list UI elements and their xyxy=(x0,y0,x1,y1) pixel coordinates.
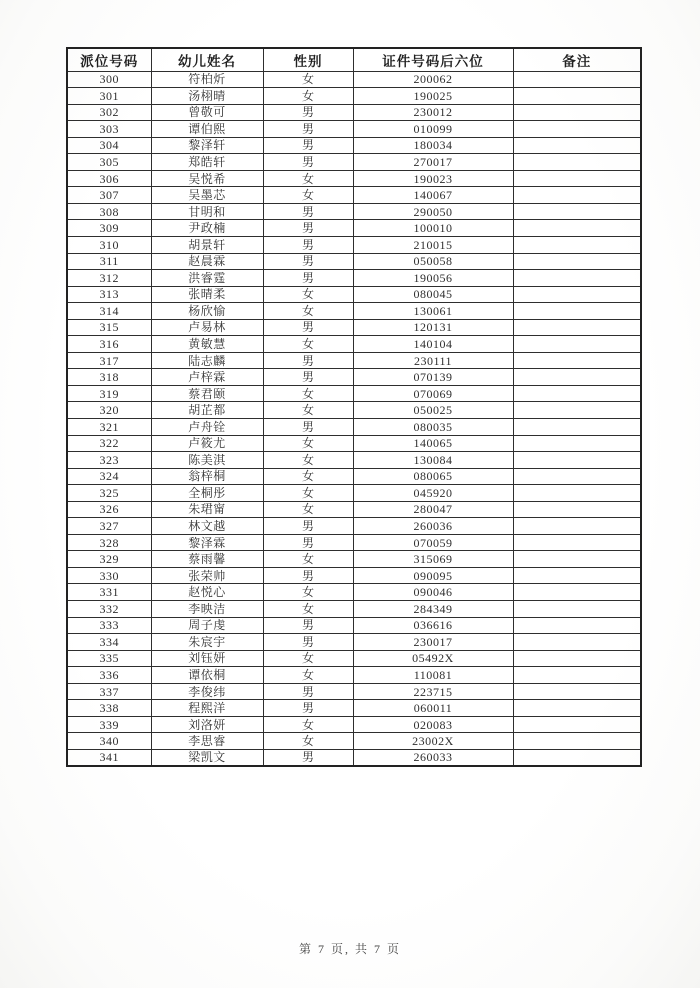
cell-name: 卢舟铨 xyxy=(151,418,263,435)
cell-name: 黎泽霖 xyxy=(151,534,263,551)
cell-remark xyxy=(513,452,641,469)
table-row xyxy=(67,88,641,105)
cell-name: 全桐彤 xyxy=(151,485,263,502)
cell-name: 曾敬可 xyxy=(151,104,263,121)
cell-remark xyxy=(513,203,641,220)
cell-name: 胡景轩 xyxy=(151,236,263,253)
table-row xyxy=(67,452,641,469)
cell-remark xyxy=(513,584,641,601)
cell-number: 313 xyxy=(67,286,151,303)
cell-remark xyxy=(513,567,641,584)
cell-name: 赵晨霖 xyxy=(151,253,263,270)
cell-name: 卢梓霖 xyxy=(151,369,263,386)
cell-gender: 男 xyxy=(263,617,353,634)
cell-gender: 男 xyxy=(263,634,353,651)
cell-id: 23002X xyxy=(353,733,513,750)
cell-id: 010099 xyxy=(353,121,513,138)
cell-id: 260036 xyxy=(353,518,513,535)
cell-name: 郑皓轩 xyxy=(151,154,263,171)
table-row xyxy=(67,253,641,270)
cell-remark xyxy=(513,667,641,684)
cell-id: 090046 xyxy=(353,584,513,601)
cell-remark xyxy=(513,336,641,353)
cell-gender: 女 xyxy=(263,468,353,485)
cell-remark xyxy=(513,104,641,121)
cell-remark xyxy=(513,518,641,535)
cell-gender: 女 xyxy=(263,501,353,518)
cell-id: 060011 xyxy=(353,700,513,717)
table-row xyxy=(67,601,641,618)
cell-remark xyxy=(513,253,641,270)
cell-gender: 男 xyxy=(263,104,353,121)
cell-gender: 男 xyxy=(263,270,353,287)
cell-gender: 男 xyxy=(263,749,353,766)
cell-id: 045920 xyxy=(353,485,513,502)
cell-remark xyxy=(513,435,641,452)
cell-number: 308 xyxy=(67,203,151,220)
header-gender: 性别 xyxy=(263,48,353,71)
cell-remark xyxy=(513,551,641,568)
cell-remark xyxy=(513,121,641,138)
cell-name: 洪睿霆 xyxy=(151,270,263,287)
table-row xyxy=(67,534,641,551)
cell-name: 吴墨芯 xyxy=(151,187,263,204)
cell-gender: 男 xyxy=(263,220,353,237)
cell-name: 朱宸宇 xyxy=(151,634,263,651)
cell-id: 230111 xyxy=(353,352,513,369)
table-row xyxy=(67,104,641,121)
table-row xyxy=(67,137,641,154)
cell-id: 284349 xyxy=(353,601,513,618)
header-remarks: 备注 xyxy=(513,48,641,71)
cell-number: 301 xyxy=(67,88,151,105)
table-row xyxy=(67,501,641,518)
cell-remark xyxy=(513,501,641,518)
cell-number: 329 xyxy=(67,551,151,568)
cell-number: 304 xyxy=(67,137,151,154)
cell-id: 280047 xyxy=(353,501,513,518)
cell-remark xyxy=(513,683,641,700)
cell-gender: 男 xyxy=(263,236,353,253)
table-row xyxy=(67,418,641,435)
cell-id: 180034 xyxy=(353,137,513,154)
cell-id: 200062 xyxy=(353,71,513,88)
cell-gender: 男 xyxy=(263,121,353,138)
cell-remark xyxy=(513,286,641,303)
cell-id: 036616 xyxy=(353,617,513,634)
header-child-name: 幼儿姓名 xyxy=(151,48,263,71)
cell-number: 333 xyxy=(67,617,151,634)
cell-remark xyxy=(513,170,641,187)
cell-number: 310 xyxy=(67,236,151,253)
cell-gender: 女 xyxy=(263,286,353,303)
cell-remark xyxy=(513,385,641,402)
cell-name: 汤栩晴 xyxy=(151,88,263,105)
cell-id: 315069 xyxy=(353,551,513,568)
cell-name: 吴悦希 xyxy=(151,170,263,187)
table-row xyxy=(67,716,641,733)
cell-id: 260033 xyxy=(353,749,513,766)
cell-number: 330 xyxy=(67,567,151,584)
table-row xyxy=(67,749,641,766)
table-row xyxy=(67,385,641,402)
cell-name: 胡芷都 xyxy=(151,402,263,419)
cell-id: 190056 xyxy=(353,270,513,287)
cell-gender: 女 xyxy=(263,650,353,667)
cell-number: 317 xyxy=(67,352,151,369)
cell-gender: 女 xyxy=(263,485,353,502)
cell-number: 306 xyxy=(67,170,151,187)
cell-gender: 女 xyxy=(263,667,353,684)
cell-name: 蔡君颐 xyxy=(151,385,263,402)
cell-number: 316 xyxy=(67,336,151,353)
cell-gender: 男 xyxy=(263,352,353,369)
table-row xyxy=(67,220,641,237)
cell-name: 谭伯熙 xyxy=(151,121,263,138)
cell-name: 周子虔 xyxy=(151,617,263,634)
cell-name: 李俊纬 xyxy=(151,683,263,700)
cell-id: 230017 xyxy=(353,634,513,651)
cell-remark xyxy=(513,303,641,320)
cell-number: 334 xyxy=(67,634,151,651)
cell-id: 140067 xyxy=(353,187,513,204)
cell-number: 325 xyxy=(67,485,151,502)
cell-remark xyxy=(513,154,641,171)
cell-number: 315 xyxy=(67,319,151,336)
cell-remark xyxy=(513,601,641,618)
cell-id: 130061 xyxy=(353,303,513,320)
cell-gender: 男 xyxy=(263,700,353,717)
table-header-row xyxy=(67,48,641,71)
cell-name: 林文越 xyxy=(151,518,263,535)
cell-id: 290050 xyxy=(353,203,513,220)
table-row xyxy=(67,71,641,88)
table-row xyxy=(67,485,641,502)
cell-number: 309 xyxy=(67,220,151,237)
cell-name: 张晴柔 xyxy=(151,286,263,303)
cell-gender: 男 xyxy=(263,369,353,386)
cell-name: 翁梓桐 xyxy=(151,468,263,485)
cell-remark xyxy=(513,270,641,287)
cell-name: 刘洛妍 xyxy=(151,716,263,733)
cell-name: 刘钰妍 xyxy=(151,650,263,667)
cell-number: 323 xyxy=(67,452,151,469)
table-row xyxy=(67,236,641,253)
cell-number: 341 xyxy=(67,749,151,766)
cell-number: 336 xyxy=(67,667,151,684)
cell-gender: 男 xyxy=(263,154,353,171)
cell-gender: 女 xyxy=(263,601,353,618)
cell-number: 305 xyxy=(67,154,151,171)
cell-name: 甘明和 xyxy=(151,203,263,220)
cell-id: 05492X xyxy=(353,650,513,667)
cell-gender: 女 xyxy=(263,385,353,402)
table-row xyxy=(67,286,641,303)
cell-number: 322 xyxy=(67,435,151,452)
cell-number: 328 xyxy=(67,534,151,551)
cell-name: 卢易林 xyxy=(151,319,263,336)
cell-name: 赵悦心 xyxy=(151,584,263,601)
cell-gender: 女 xyxy=(263,452,353,469)
cell-number: 335 xyxy=(67,650,151,667)
table-row xyxy=(67,369,641,386)
cell-name: 黎泽轩 xyxy=(151,137,263,154)
cell-id: 070059 xyxy=(353,534,513,551)
cell-gender: 女 xyxy=(263,402,353,419)
cell-number: 337 xyxy=(67,683,151,700)
cell-gender: 男 xyxy=(263,567,353,584)
cell-remark xyxy=(513,137,641,154)
table-row xyxy=(67,634,641,651)
cell-gender: 女 xyxy=(263,71,353,88)
table-row xyxy=(67,154,641,171)
table-row xyxy=(67,617,641,634)
cell-remark xyxy=(513,716,641,733)
cell-gender: 女 xyxy=(263,435,353,452)
table-row xyxy=(67,667,641,684)
cell-id: 050025 xyxy=(353,402,513,419)
page-number-footer: 第 7 页, 共 7 页 xyxy=(298,942,401,956)
table-row xyxy=(67,352,641,369)
cell-number: 319 xyxy=(67,385,151,402)
cell-gender: 女 xyxy=(263,336,353,353)
cell-id: 120131 xyxy=(353,319,513,336)
cell-id: 080045 xyxy=(353,286,513,303)
cell-name: 程熙洋 xyxy=(151,700,263,717)
cell-remark xyxy=(513,617,641,634)
header-allocation-number: 派位号码 xyxy=(67,48,151,71)
cell-number: 302 xyxy=(67,104,151,121)
table-row xyxy=(67,518,641,535)
cell-gender: 男 xyxy=(263,203,353,220)
cell-gender: 男 xyxy=(263,137,353,154)
cell-gender: 男 xyxy=(263,534,353,551)
cell-id: 070069 xyxy=(353,385,513,402)
cell-id: 190023 xyxy=(353,170,513,187)
cell-name: 尹政楠 xyxy=(151,220,263,237)
cell-remark xyxy=(513,733,641,750)
cell-gender: 女 xyxy=(263,187,353,204)
cell-number: 327 xyxy=(67,518,151,535)
cell-remark xyxy=(513,468,641,485)
table-row xyxy=(67,319,641,336)
cell-number: 321 xyxy=(67,418,151,435)
cell-number: 339 xyxy=(67,716,151,733)
cell-name: 李思睿 xyxy=(151,733,263,750)
cell-remark xyxy=(513,88,641,105)
cell-name: 杨欣愉 xyxy=(151,303,263,320)
cell-gender: 男 xyxy=(263,319,353,336)
cell-name: 梁凯文 xyxy=(151,749,263,766)
cell-gender: 男 xyxy=(263,253,353,270)
cell-remark xyxy=(513,749,641,766)
cell-remark xyxy=(513,650,641,667)
cell-remark xyxy=(513,485,641,502)
cell-gender: 男 xyxy=(263,683,353,700)
allocation-roster-table xyxy=(66,47,642,767)
table-row xyxy=(67,650,641,667)
cell-remark xyxy=(513,220,641,237)
cell-id: 223715 xyxy=(353,683,513,700)
cell-name: 朱珺甯 xyxy=(151,501,263,518)
cell-id: 140065 xyxy=(353,435,513,452)
cell-id: 140104 xyxy=(353,336,513,353)
cell-number: 326 xyxy=(67,501,151,518)
cell-number: 332 xyxy=(67,601,151,618)
cell-number: 324 xyxy=(67,468,151,485)
cell-id: 230012 xyxy=(353,104,513,121)
cell-number: 314 xyxy=(67,303,151,320)
cell-gender: 女 xyxy=(263,88,353,105)
cell-gender: 女 xyxy=(263,551,353,568)
table-row xyxy=(67,402,641,419)
table-row xyxy=(67,567,641,584)
cell-number: 311 xyxy=(67,253,151,270)
table-row xyxy=(67,733,641,750)
header-id-last-six: 证件号码后六位 xyxy=(353,48,513,71)
cell-remark xyxy=(513,236,641,253)
cell-remark xyxy=(513,634,641,651)
cell-number: 338 xyxy=(67,700,151,717)
cell-name: 蔡雨馨 xyxy=(151,551,263,568)
cell-remark xyxy=(513,319,641,336)
table-row xyxy=(67,270,641,287)
cell-remark xyxy=(513,352,641,369)
cell-number: 340 xyxy=(67,733,151,750)
cell-id: 210015 xyxy=(353,236,513,253)
cell-gender: 女 xyxy=(263,716,353,733)
cell-id: 080065 xyxy=(353,468,513,485)
cell-remark xyxy=(513,534,641,551)
table-row xyxy=(67,187,641,204)
cell-id: 130084 xyxy=(353,452,513,469)
table-row xyxy=(67,551,641,568)
table-row xyxy=(67,435,641,452)
cell-gender: 女 xyxy=(263,303,353,320)
table-row xyxy=(67,584,641,601)
cell-id: 050058 xyxy=(353,253,513,270)
cell-number: 307 xyxy=(67,187,151,204)
cell-name: 陆志麟 xyxy=(151,352,263,369)
cell-name: 张荣帅 xyxy=(151,567,263,584)
cell-remark xyxy=(513,418,641,435)
cell-name: 陈美淇 xyxy=(151,452,263,469)
table-row xyxy=(67,203,641,220)
cell-name: 卢筱尤 xyxy=(151,435,263,452)
cell-remark xyxy=(513,71,641,88)
cell-remark xyxy=(513,369,641,386)
cell-id: 110081 xyxy=(353,667,513,684)
cell-name: 谭依桐 xyxy=(151,667,263,684)
cell-number: 303 xyxy=(67,121,151,138)
cell-number: 318 xyxy=(67,369,151,386)
table-row xyxy=(67,121,641,138)
table-row xyxy=(67,683,641,700)
cell-remark xyxy=(513,700,641,717)
cell-gender: 女 xyxy=(263,584,353,601)
cell-id: 020083 xyxy=(353,716,513,733)
cell-remark xyxy=(513,187,641,204)
table-row xyxy=(67,468,641,485)
cell-number: 312 xyxy=(67,270,151,287)
cell-id: 190025 xyxy=(353,88,513,105)
cell-gender: 女 xyxy=(263,733,353,750)
cell-id: 090095 xyxy=(353,567,513,584)
cell-name: 李映洁 xyxy=(151,601,263,618)
table-body xyxy=(67,71,641,766)
table-row xyxy=(67,303,641,320)
cell-name: 黄敏慧 xyxy=(151,336,263,353)
cell-gender: 男 xyxy=(263,418,353,435)
cell-id: 100010 xyxy=(353,220,513,237)
cell-gender: 女 xyxy=(263,170,353,187)
cell-number: 331 xyxy=(67,584,151,601)
cell-id: 070139 xyxy=(353,369,513,386)
cell-number: 300 xyxy=(67,71,151,88)
cell-id: 080035 xyxy=(353,418,513,435)
cell-gender: 男 xyxy=(263,518,353,535)
cell-name: 符柏炘 xyxy=(151,71,263,88)
cell-number: 320 xyxy=(67,402,151,419)
table-row xyxy=(67,700,641,717)
table-row xyxy=(67,336,641,353)
table-row xyxy=(67,170,641,187)
cell-id: 270017 xyxy=(353,154,513,171)
cell-remark xyxy=(513,402,641,419)
